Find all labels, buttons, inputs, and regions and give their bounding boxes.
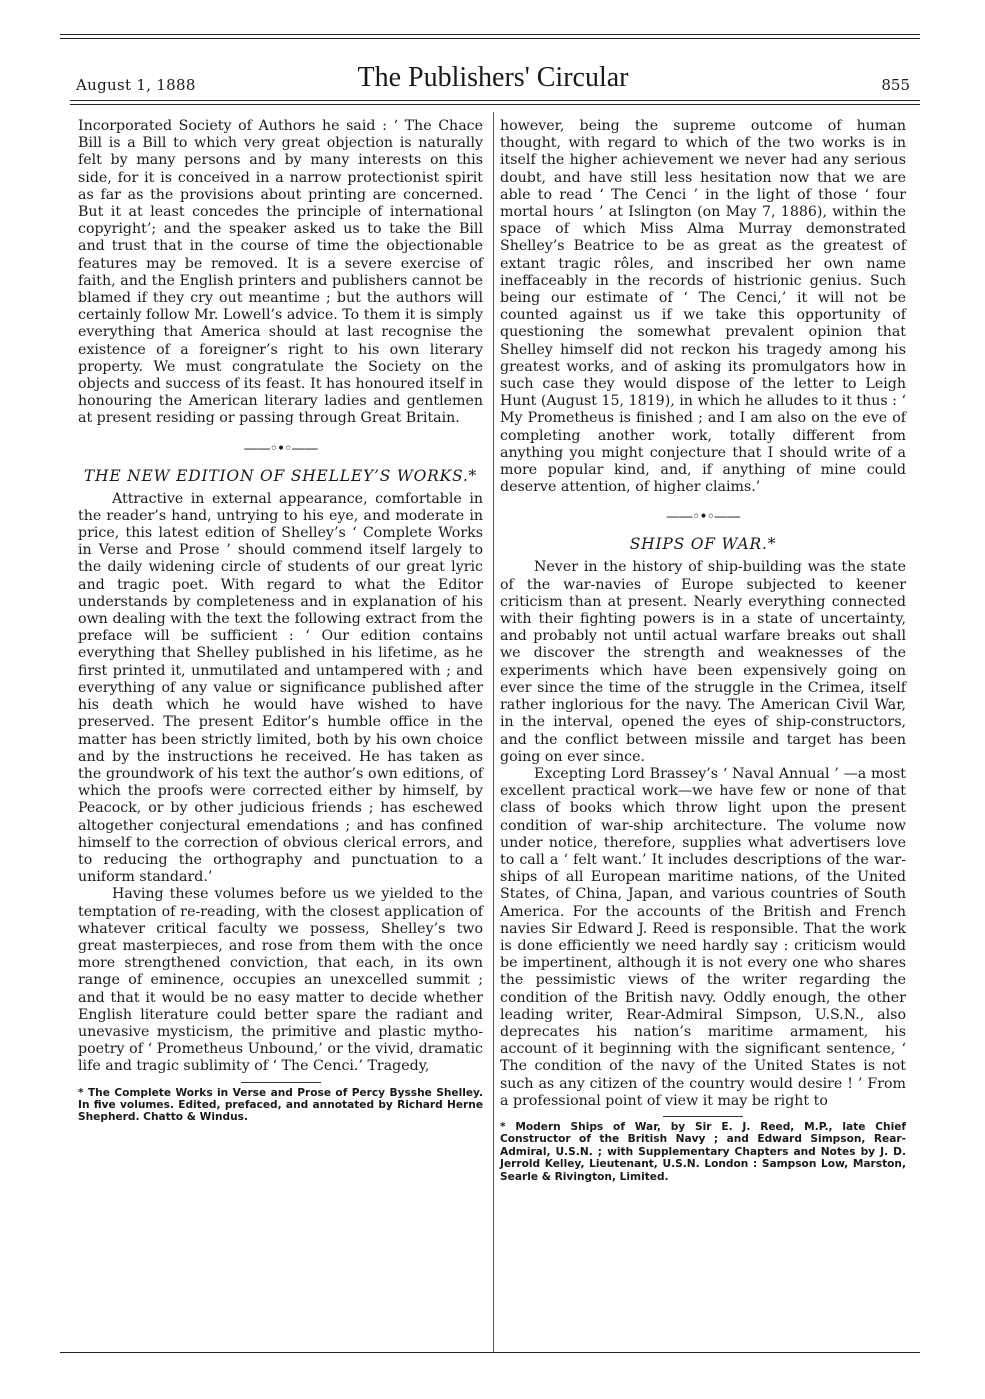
page-header bbox=[76, 62, 910, 98]
section-ornament: ——◦•◦—— bbox=[666, 509, 740, 526]
header-page-number: 855 bbox=[881, 76, 910, 94]
header-date: August 1, 1888 bbox=[76, 76, 196, 94]
right-column bbox=[500, 118, 906, 1183]
section-title-shelley: THE NEW EDITION OF SHELLEY’S WORKS.* bbox=[83, 466, 478, 485]
left-column bbox=[78, 118, 483, 1124]
section-title-ships: SHIPS OF WAR.* bbox=[629, 535, 777, 554]
bottom-border-rule bbox=[60, 1352, 920, 1353]
footnote-shelley: * The Complete Works in Verse and Prose of Percy Bysshe Shelley. In five volumes. Edited, prefaced, and annotated by Richard Herne Shepherd. Chatto & Windus. bbox=[78, 1086, 483, 1124]
shelley-paragraph: Having these volumes before us we yielded to the temptation of re-reading, with the closest application of whatever critical faculty we possess, Shelley’s two great masterpieces, and rose from them with the once more strengthened conviction, that each, in its own range of eminence, occupies an unexcelled summit ; and that it would be no easy matter to decide whether English literature could better spare the radiant and unevasive mysticism, the primitive and plastic mytho-poetry of ‘ Prometheus Unbound,’ or the vivid, dramatic life and tragic sublimity of ‘ The Cenci.’ Tragedy, bbox=[78, 886, 483, 1075]
top-border-rule-inner bbox=[60, 38, 920, 39]
header-title: The Publishers' Circular bbox=[357, 62, 629, 93]
left-paragraph: Incorporated Society of Authors he said : ‘ The Chace Bill is a Bill to which very great objection is naturally felt by many persons and by many interests on this side, for it is conceived in a narrow protectionist spirit as far as the provisions about printing are concerned. But it at least concedes the principle of international copyright’; and the speaker asked us to take the Bill and trust that in the course of time the objectionable features may be removed. It is a severe exercise of faith, and the English printers and publishers cannot be blamed if they cry out meantime ; but the authors will certainly follow Mr. Lowell’s advice. To them it is simply everything that America should at last recognise the existence of a foreigner’s right to his own literary property. We must congratulate the Society on the objects and success of its feast. It has honoured itself in honouring the American literary ladies and gentlemen at present residing or passing through Great Britain. bbox=[78, 118, 483, 427]
header-rule-inner bbox=[70, 104, 920, 105]
footnote-rule bbox=[241, 1082, 321, 1083]
footnote-rule bbox=[663, 1116, 743, 1117]
ships-paragraph: Excepting Lord Brassey’s ‘ Naval Annual ’ —a most excellent practical work—we have few or none of that class of books which throw light upon the present condition of war-ship architecture. The volume now under notice, therefore, supplies what advertisers love to call a ‘ felt want.’ It includes descriptions of the war-ships of all European maritime nations, of the United States, of China, Japan, and various countries of South America. For the accounts of the British and French navies Sir Edward J. Reed is responsible. That the work is done efficiently we need hardly say : criticism would be impertinent, although it is not every one who shares the pessimistic views of the writer regarding the condition of the British navy. Oddly enough, the other leading writer, Rear-Admiral Simpson, U.S.N., also deprecates his nation’s maritime armament, his account of it beginning with the significant sentence, ‘ The condition of the navy of the United States is not such as any citizen of the country would desire ! ’ From a professional point of view it may be right to bbox=[500, 765, 906, 1109]
ships-paragraph: Never in the history of ship-building was the state of the war-navies of Europe subjected to keener criticism than at present. Nearly everything connected with their fighting powers is in a state of uncertainty, and probably not until actual warfare breaks out shall we discover the strength and weaknesses of the experiments which have been expensively going on ever since the time of the struggle in the Crimea, itself rather inglorious for the navy. The American Civil War, in the interval, opened the eyes of ship-constructors, and the conflict between missile and target has been going on ever since. bbox=[500, 559, 906, 765]
column-divider bbox=[493, 112, 494, 1352]
top-border-rule bbox=[60, 34, 920, 35]
header-rule bbox=[70, 100, 920, 101]
right-paragraph: however, being the supreme outcome of human thought, with regard to which of the two works is in itself the higher achievement we never had any serious doubt, and have still less hesitation now that we are able to read ‘ The Cenci ’ in the light of those ‘ four mortal hours ’ at Islington (on May 7, 1886), within the space of which Miss Alma Murray demonstrated Shelley’s Beatrice to be as great as the greatest of extant tragic rôles, and inscribed her own name ineffaceably in the records of histrionic genius. Such being our estimate of ‘ The Cenci,’ it will not be counted against us if we take this opportunity of questioning the somewhat prevalent opinion that Shelley himself did not reckon his tragedy among his greatest works, and of asking its promulgators how in such case they would dispose of the letter to Leigh Hunt (August 15, 1819), in which he alludes to it thus : ‘ My Prometheus is finished ; and I am also on the eve of completing another work, totally different from anything you might conjecture that I should write of a more popular kind, and, if anything of mine could deserve attention, of higher claims.’ bbox=[500, 118, 906, 496]
footnote-ships: * Modern Ships of War, by Sir E. J. Reed, M.P., late Chief Constructor of the British Navy ; and Edward Simpson, Rear-Admiral, U.S.N. ; with Supplementary Chapters and Notes by J. D. Jerrold Kelley, Lieutenant, U.S.N. London : Sampson Low, Marston, Searle & Rivington, Limited. bbox=[500, 1120, 906, 1183]
shelley-paragraph: Attractive in external appearance, comfortable in the reader’s hand, untrying to his eye, and moderate in price, this latest edition of Shelley’s ‘ Complete Works in Verse and Prose ’ should commend itself largely to the daily widening circle of students of our great lyric and tragic poet. With regard to what the Editor understands by completeness and in explanation of his own dealing with the text the following extract from the preface will be sufficient : ‘ Our edition contains everything that Shelley published in his lifetime, as he first printed it, unmutilated and untampered with ; and everything of any value or significance published after his death which he would have wished to have preserved. The present Editor’s humble office in the matter has been strictly limited, both by his own choice and by the instructions he received. He has taken as the groundwork of his text the author’s own editions, of which the proofs were corrected either by himself, by Peacock, or by other judicious friends ; has eschewed altogether conjectural emendations ; and has confined himself to the correction of obvious clerical errors, and to reducing the orthography and punctuation to a uniform standard.’ bbox=[78, 490, 483, 886]
section-ornament: ——◦•◦—— bbox=[243, 440, 318, 457]
